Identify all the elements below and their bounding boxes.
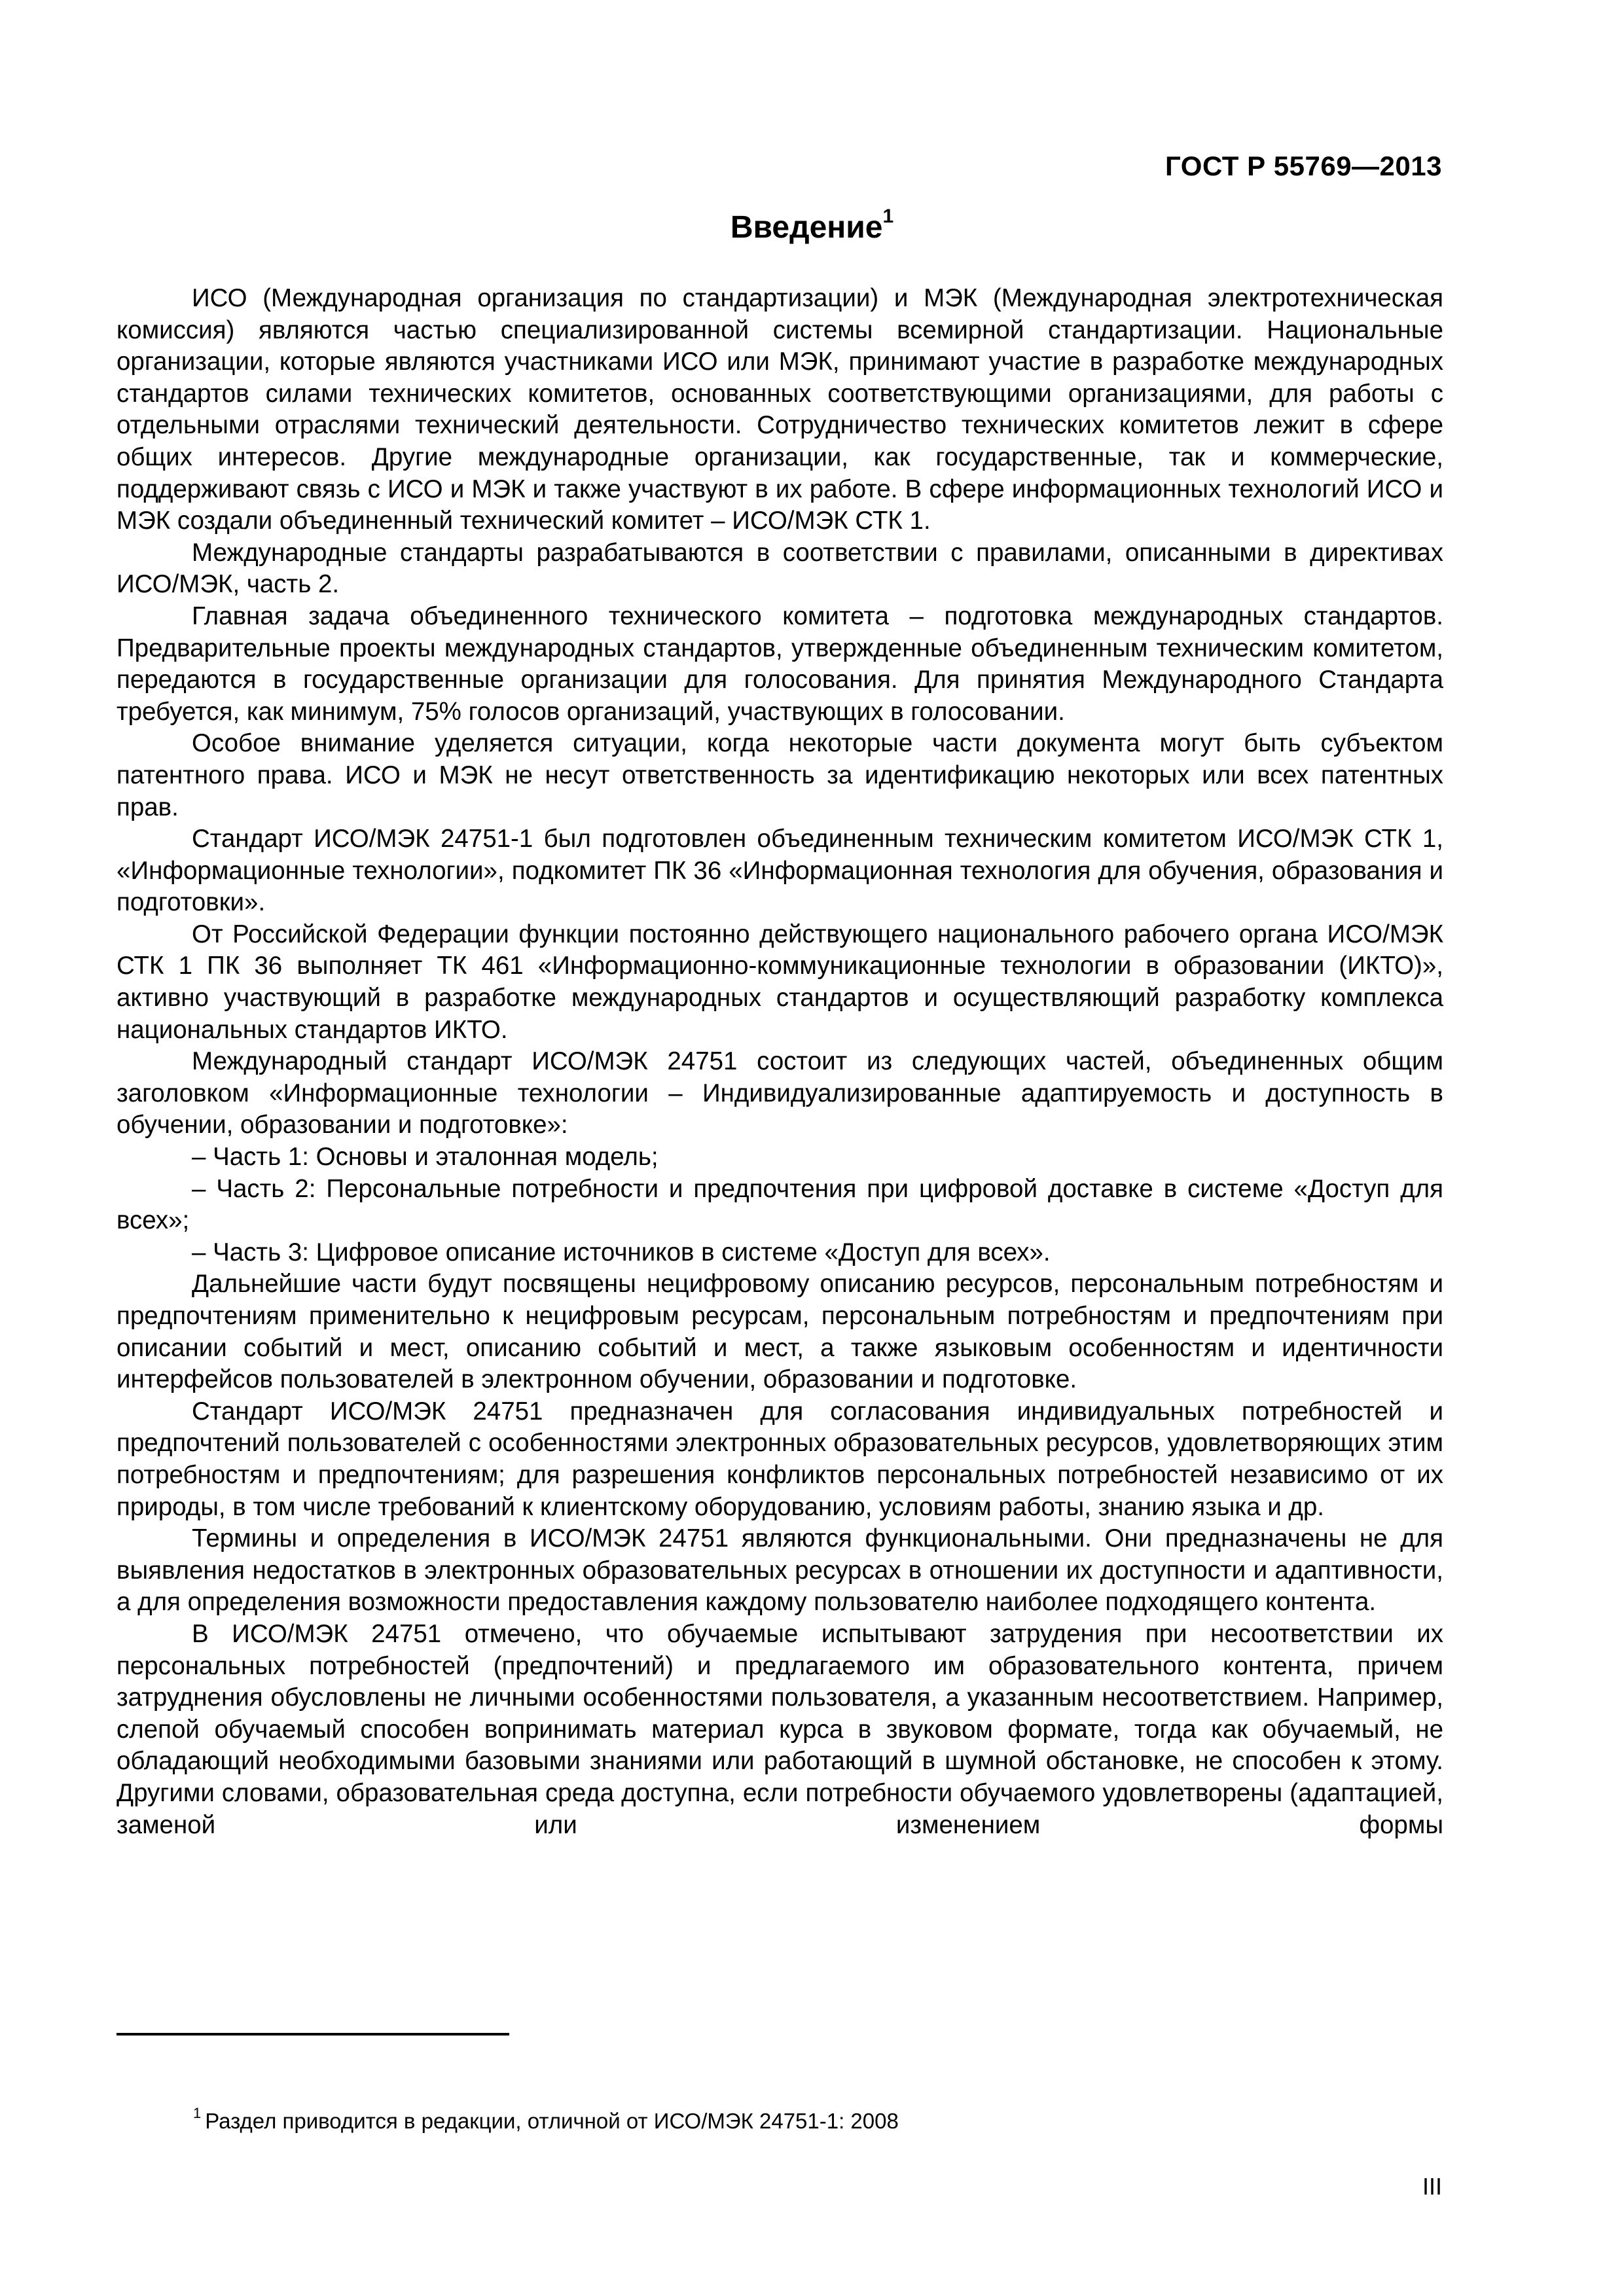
paragraph-main-task: Главная задача объединенного технического комитета – подготовка международных стандартов. Предварительные проекты международных стандартов, утвержденные объединенным техническим комитетом, передаются в государственные организации для голосования. Для принятия Международного Стандарта требуется, как минимум, 75% голосов организаций, участвующих в голосовании. (117, 601, 1443, 726)
footnote-text: Раздел приводится в редакции, отличной от ИСО/МЭК 24751-1: 2008 (205, 2109, 899, 2133)
paragraph-purpose: Стандарт ИСО/МЭК 24751 предназначен для согласования индивидуальных потребностей и предпочтений пользователей с особенностями электронных образовательных ресурсов, удовлетворяющих этим потребностям и предпочтениям; для разрешения конфликтов персональных потребностей независимо от их природы, в том числе требований к клиентскому оборудованию, условиям работы, знанию языка и др. (117, 1397, 1443, 1521)
list-item-part-1: – Часть 1: Основы и эталонная модель; (192, 1143, 659, 1172)
paragraph-parts-intro: Международный стандарт ИСО/МЭК 24751 состоит из следующих частей, объединенных общим заголовком «Информационные технологии – Индивидуализированные адаптируемость и доступность в обучении, образовании и подготовке»: (117, 1047, 1443, 1139)
paragraph-prepared-by: Стандарт ИСО/МЭК 24751-1 был подготовлен объединенным техническим комитетом ИСО/МЭК СТК 1, «Информационные технологии», подкомитет ПК 36 «Информационная технология для обучения, образования и подготовки». (117, 825, 1443, 917)
footnote (193, 2105, 899, 2134)
paragraph-russian-federation: От Российской Федерации функции постоянно действующего национального рабочего органа ИСО/МЭК СТК 1 ПК 36 выполняет ТК 461 «Информационно-коммуникационные технологии в образовании (ИКТО)», активно участвующий в разработке международных стандартов и осуществляющий разработку комплекса национальных стандартов ИКТО. (117, 920, 1443, 1044)
document-code: ГОСТ Р 55769—2013 (1165, 151, 1442, 181)
paragraph-patents: Особое внимание уделяется ситуации, когда некоторые части документа могут быть субъектом патентного права. ИСО и МЭК не несут ответственность за идентификацию некоторых или всех патентных прав. (117, 729, 1443, 821)
section-title (0, 206, 1624, 245)
paragraph-directives: Международные стандарты разрабатываются в соответствии с правилами, описанными в директивах ИСО/МЭК, часть 2. (117, 538, 1443, 599)
section-title-text: Введение (730, 210, 883, 245)
page-number: III (1422, 2173, 1442, 2200)
paragraph-intro: ИСО (Международная организация по стандартизации) и МЭК (Международная электротехническая комиссия) являются частью специализированной системы всемирной стандартизации. Национальные организации, которые являются участниками ИСО или МЭК, принимают участие в разработке международных стандартов силами технических комитетов, основанных соответствующими организациями, для работы с отдельными отраслями технический деятельности. Сотрудничество технических комитетов лежит в сфере общих интересов. Другие международные организации, как государственные, так и коммерческие, поддерживают связь с ИСО и МЭК и также участвуют в их работе. В сфере информационных технологий ИСО и МЭК создали объединенный технический комитет – ИСО/МЭК СТК 1. (117, 284, 1443, 535)
footnote-divider (117, 2033, 509, 2036)
body-text (117, 283, 1443, 1841)
paragraph-terms: Термины и определения в ИСО/МЭК 24751 являются функциональными. Они предназначены не для выявления недостатков в электронных образовательных ресурсах в отношении их доступности и адаптивности, а для определения возможности предоставления каждому пользователю наиболее подходящего контента. (117, 1524, 1443, 1617)
paragraph-difficulties: В ИСО/МЭК 24751 отмечено, что обучаемые испытывают затрудения при несоответствии их персональных потребностей (предпочтений) и предлагаемого им образовательного контента, причем затруднения обусловлены не личными особенностями пользователя, а указанным несоответствием. Например, слепой обучаемый способен вопринимать материал курса в звуковом формате, тогда как обучаемый, не обладающий необходимыми базовыми знаниями или работающий в шумной обстановке, не способен к этому. Другими словами, образовательная среда доступна, если потребности обучаемого удовлетворены (адаптацией, заменой или изменением формы (117, 1619, 1443, 1839)
footnote-mark: 1 (193, 2105, 202, 2121)
list-item-part-3: – Часть 3: Цифровое описание источников в системе «Доступ для всех». (192, 1238, 1051, 1266)
title-footnote-mark: 1 (882, 206, 894, 227)
list-item-part-2: – Часть 2: Персональные потребности и предпочтения при цифровой доставке в системе «Доступ для всех»; (117, 1174, 1443, 1235)
paragraph-further-parts: Дальнейшие части будут посвящены нецифровому описанию ресурсов, персональным потребностям и предпочтениям применительно к нецифровым ресурсам, персональным потребностям и предпочтениям при описании событий и мест, описанию событий и мест, а также языковым особенностям и идентичности интерфейсов пользователей в электронном обучении, образовании и подготовке. (117, 1270, 1443, 1394)
